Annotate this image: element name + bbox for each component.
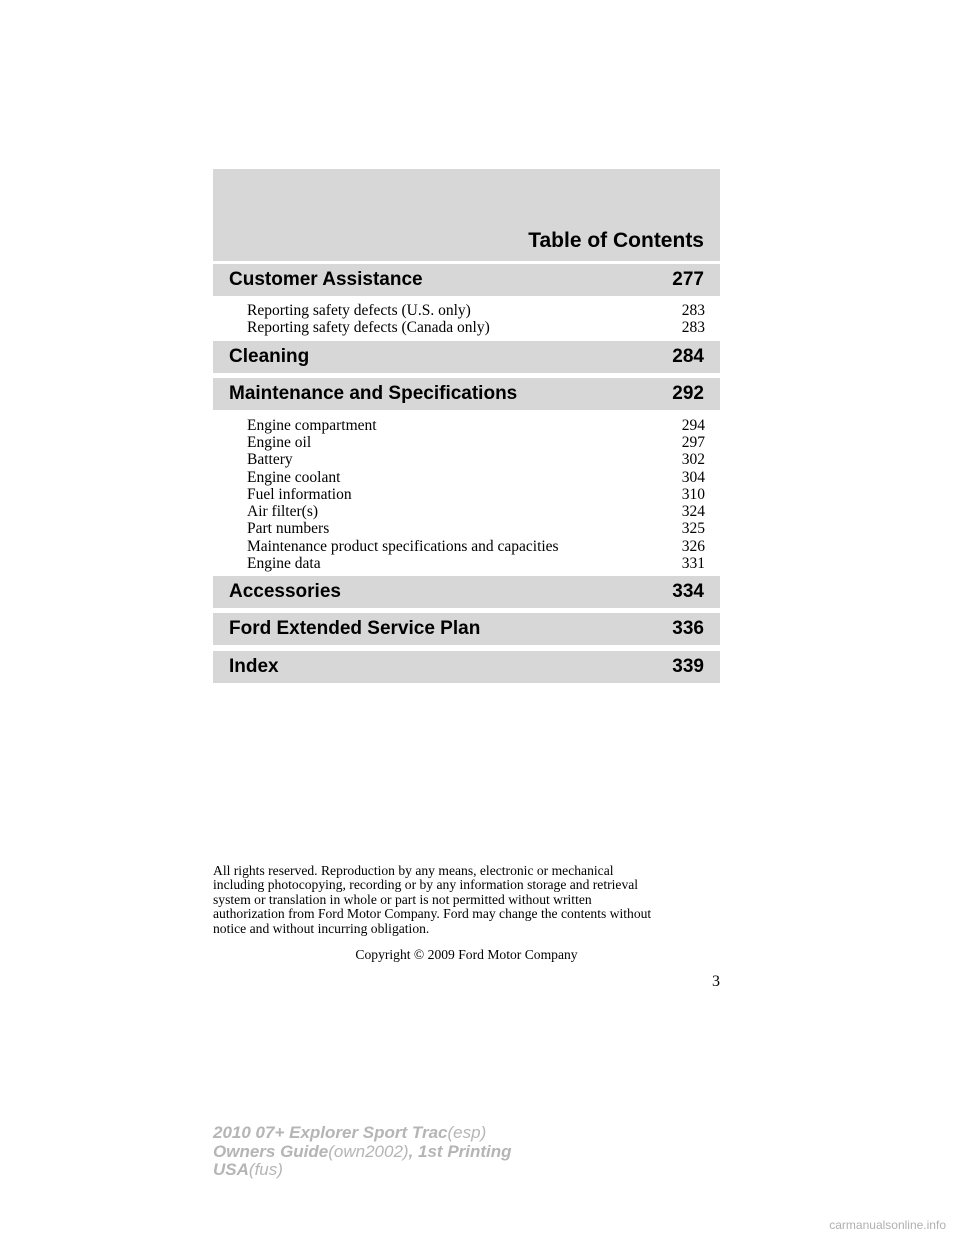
entry-page: 331 (681, 555, 705, 572)
toc-entry[interactable] (247, 417, 705, 434)
entry-page: 325 (681, 520, 705, 537)
entry-page: 294 (681, 417, 705, 434)
entry-label: Air filter(s) (247, 503, 319, 520)
section-label: Accessories (229, 581, 341, 602)
section-page: 339 (672, 656, 704, 677)
toc-entry[interactable] (247, 319, 705, 336)
section-page: 292 (672, 383, 704, 404)
footer-line (213, 1143, 613, 1162)
entry-label: Battery (247, 451, 293, 468)
entry-page: 297 (681, 434, 705, 451)
copyright: Copyright © 2009 Ford Motor Company (355, 947, 578, 962)
rights-line: system or translation in whole or part is not permitted without written (213, 891, 592, 907)
rights-line: including photocopying, recording or by any information storage and retrieval (213, 877, 639, 893)
page-title: Table of Contents (528, 229, 704, 252)
toc-entry[interactable] (247, 302, 705, 319)
section-label: Maintenance and Specifications (229, 383, 518, 404)
section-page: 334 (672, 581, 704, 602)
section-label: Cleaning (229, 346, 310, 367)
entry-page: 324 (681, 503, 705, 520)
toc-entry[interactable] (247, 434, 705, 451)
entry-label: Fuel information (247, 486, 352, 503)
toc-entry[interactable] (247, 555, 705, 572)
footer-market: USA (213, 1160, 249, 1179)
entry-label: Reporting safety defects (U.S. only) (247, 302, 471, 319)
section-accessories[interactable] (213, 576, 720, 608)
entry-page: 283 (681, 319, 705, 336)
entry-page: 283 (681, 302, 705, 319)
header-band (213, 169, 720, 261)
section-page: 336 (672, 618, 704, 639)
rights-notice (213, 864, 723, 936)
footer-model-code: (esp) (447, 1123, 487, 1142)
section-label: Customer Assistance (229, 269, 423, 290)
entry-page: 310 (681, 486, 705, 503)
toc-entry[interactable] (247, 486, 705, 503)
rights-line: notice and without incurring obligation. (213, 920, 430, 936)
section-label: Ford Extended Service Plan (229, 618, 481, 639)
footer-market-code: (fus) (248, 1160, 283, 1179)
entry-label: Maintenance product specifications and capacities (247, 538, 559, 555)
entry-page: 304 (681, 469, 705, 486)
section-label: Index (229, 656, 279, 677)
entry-page: 302 (681, 451, 705, 468)
footer-model: 2010 07+ Explorer Sport Trac (213, 1123, 448, 1142)
watermark: carmanualsonline.info (829, 1218, 946, 1232)
section-cleaning[interactable] (213, 341, 720, 373)
entry-label: Engine oil (247, 434, 312, 451)
document-footer (213, 1124, 613, 1180)
footer-guide: Owners Guide (213, 1141, 329, 1161)
section-index[interactable] (213, 651, 720, 683)
section-ford-extended-service-plan[interactable] (213, 613, 720, 645)
entry-page: 326 (681, 538, 705, 555)
toc-entry[interactable] (247, 503, 705, 520)
footer-printing: , 1st Printing (408, 1141, 512, 1161)
entry-label: Reporting safety defects (Canada only) (247, 319, 490, 336)
footer-line (213, 1124, 613, 1143)
rights-line: authorization from Ford Motor Company. Ford may change the contents without (213, 906, 652, 922)
footer-line (213, 1161, 613, 1180)
entry-label: Engine compartment (247, 417, 377, 434)
footer-guide-code: (own2002) (328, 1141, 409, 1161)
toc-entry[interactable] (247, 538, 705, 555)
rights-line: All rights reserved. Reproduction by any means, electronic or mechanical (213, 863, 614, 878)
toc-entry[interactable] (247, 451, 705, 468)
toc-entry[interactable] (247, 520, 705, 537)
toc-entry[interactable] (247, 469, 705, 486)
section-page: 284 (672, 346, 704, 367)
entry-label: Engine coolant (247, 469, 341, 486)
entry-label: Engine data (247, 555, 321, 572)
section-maintenance-specifications[interactable] (213, 378, 720, 410)
page-number: 3 (712, 973, 720, 990)
entry-label: Part numbers (247, 520, 330, 537)
section-page: 277 (672, 269, 704, 290)
section-customer-assistance[interactable] (213, 264, 720, 296)
